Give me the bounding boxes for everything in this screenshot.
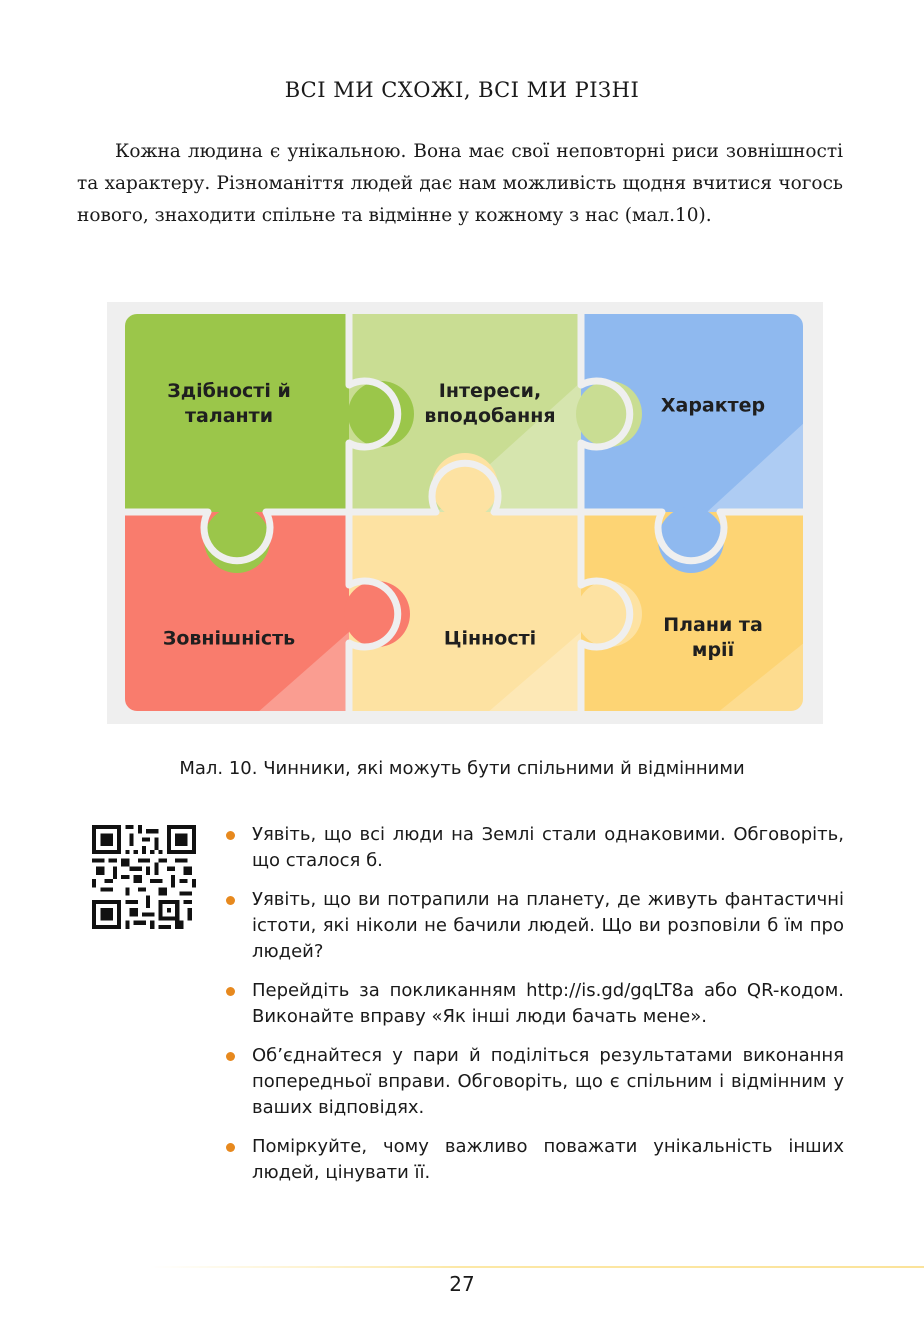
bullet-dot-icon: [226, 1052, 235, 1061]
intro-paragraph: Кожна людина є унікальною. Вона має свої неповторні риси зовнішності та характеру. Різноманіття людей дає нам можливість щодня вчитися чогось нового, знаходити спільне та відмінне у кожному з нас (мал.10).: [77, 141, 843, 226]
task-item: [222, 978, 844, 1030]
puzzle-figure: [107, 302, 823, 724]
puzzle-label-interests: Інтереси, вподобання: [424, 380, 556, 427]
task-item: [222, 1043, 844, 1121]
puzzle-label-values: Цінності: [443, 627, 537, 650]
task-text: Уявіть, що всі люди на Землі стали однаковими. Обговоріть, що сталося б.: [252, 824, 844, 871]
task-text: Уявіть, що ви потрапили на планету, де живуть фантастичні істоти, які ніколи не бачили людей. Що ви розповіли б їм про людей?: [252, 889, 844, 962]
task-item: [222, 1134, 844, 1186]
bullet-dot-icon: [226, 987, 235, 996]
qr-code-icon[interactable]: [92, 825, 196, 929]
bullet-dot-icon: [226, 831, 235, 840]
task-item: [222, 887, 844, 965]
bullet-dot-icon: [226, 1143, 235, 1152]
task-list: [222, 822, 844, 1199]
bullet-dot-icon: [226, 896, 235, 905]
page-title: ВСІ МИ СХОЖІ, ВСІ МИ РІЗНІ: [284, 78, 640, 102]
puzzle-label-appearance: Зовнішність: [162, 627, 296, 650]
page-number: 27: [449, 1272, 475, 1296]
puzzle-label-abilities: Здібності й таланти: [167, 380, 291, 427]
puzzle-label-plans: Плани та мрії: [663, 614, 763, 661]
figure-caption: Мал. 10. Чинники, які можуть бути спільними й відмінними: [179, 758, 745, 779]
task-item: [222, 822, 844, 874]
footer-divider: [150, 1266, 924, 1268]
task-text: Об’єднайтеся у пари й поділіться результатами виконання попередньої вправи. Обговоріть, що є спільним і відмінним у ваших відповідях.: [252, 1045, 844, 1118]
puzzle-label-character: Характер: [660, 394, 766, 417]
task-text: Перейдіть за покликанням http://is.gd/gqLT8a або QR-кодом. Виконайте вправу «Як інші люди бачать мене».: [252, 980, 844, 1027]
task-text: Поміркуйте, чому важливо поважати унікальність інших людей, цінувати її.: [252, 1136, 844, 1183]
